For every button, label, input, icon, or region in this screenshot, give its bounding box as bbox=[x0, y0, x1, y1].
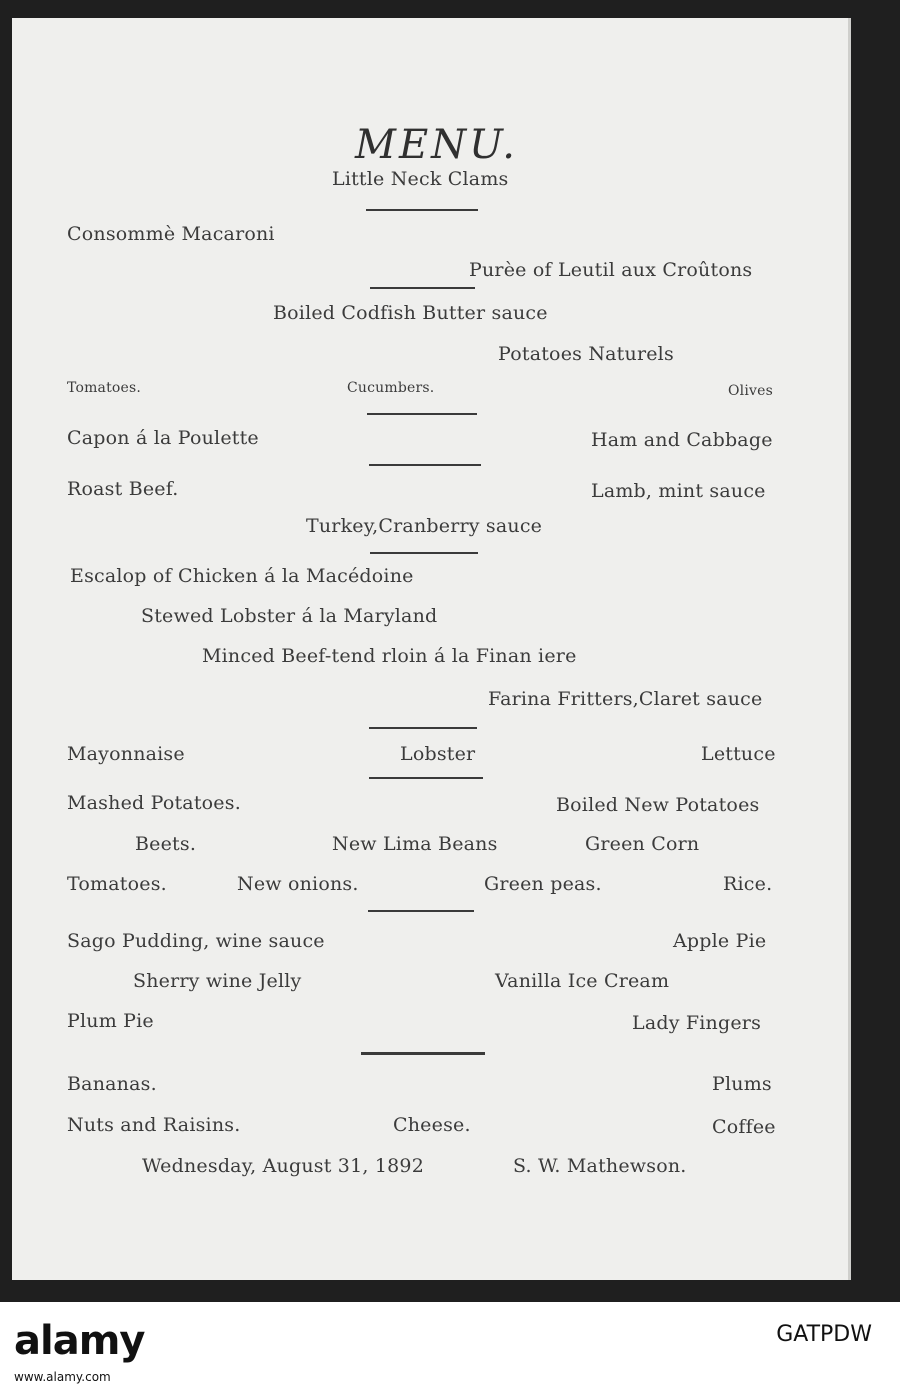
menu-item-mayonnaise: Mayonnaise bbox=[67, 743, 185, 765]
divider bbox=[370, 287, 475, 289]
menu-item-stewed-lobster: Stewed Lobster á la Maryland bbox=[141, 605, 438, 627]
menu-item-potatoes-naturels: Potatoes Naturels bbox=[498, 343, 674, 365]
alamy-logo: alamy bbox=[14, 1318, 145, 1364]
menu-item-tomatoes: Tomatoes. bbox=[67, 873, 167, 895]
menu-item-codfish: Boiled Codfish Butter sauce bbox=[273, 302, 548, 324]
divider bbox=[370, 552, 478, 554]
menu-item-olives: Olives bbox=[728, 383, 774, 399]
menu-item-boiled-new: Boiled New Potatoes bbox=[556, 794, 760, 816]
menu-item-sherry: Sherry wine Jelly bbox=[133, 970, 302, 992]
divider bbox=[368, 910, 474, 912]
menu-item-cucumbers: Cucumbers. bbox=[347, 380, 435, 396]
menu-title: MENU. bbox=[355, 122, 518, 168]
divider bbox=[361, 1052, 485, 1055]
alamy-url: www.alamy.com bbox=[14, 1370, 111, 1384]
divider bbox=[369, 727, 477, 729]
menu-item-coffee: Coffee bbox=[712, 1116, 776, 1138]
menu-item-farina: Farina Fritters,Claret sauce bbox=[488, 688, 763, 710]
menu-item-lobster: Lobster bbox=[400, 743, 476, 765]
divider bbox=[366, 209, 478, 211]
menu-item-peas: Green peas. bbox=[484, 873, 602, 895]
menu-item-corn: Green Corn bbox=[585, 833, 700, 855]
menu-item-turkey: Turkey,Cranberry sauce bbox=[306, 515, 543, 537]
menu-item-cheese: Cheese. bbox=[393, 1114, 471, 1136]
divider bbox=[367, 413, 477, 415]
menu-item-tomatoes-small: Tomatoes. bbox=[67, 380, 142, 396]
menu-item-nuts: Nuts and Raisins. bbox=[67, 1114, 241, 1136]
menu-item-lima: New Lima Beans bbox=[332, 833, 498, 855]
divider bbox=[369, 777, 483, 779]
menu-item-plum-pie: Plum Pie bbox=[67, 1010, 154, 1032]
menu-item-lady-fingers: Lady Fingers bbox=[632, 1012, 762, 1034]
image-id: GATPDW bbox=[776, 1322, 872, 1347]
menu-item-consomme: Consommè Macaroni bbox=[67, 223, 275, 245]
menu-item-capon: Capon á la Poulette bbox=[67, 427, 259, 449]
menu-item-apple-pie: Apple Pie bbox=[673, 930, 767, 952]
menu-item-roast-beef: Roast Beef. bbox=[67, 478, 179, 500]
menu-item-onions: New onions. bbox=[237, 873, 359, 895]
menu-item-rice: Rice. bbox=[723, 873, 773, 895]
menu-item-vanilla: Vanilla Ice Cream bbox=[495, 970, 670, 992]
menu-item-sago: Sago Pudding, wine sauce bbox=[67, 930, 325, 952]
menu-item-plums: Plums bbox=[712, 1073, 772, 1095]
menu-item-mashed: Mashed Potatoes. bbox=[67, 792, 241, 814]
menu-date: Wednesday, August 31, 1892 bbox=[142, 1155, 424, 1177]
divider bbox=[369, 464, 481, 466]
menu-item-minced-beef: Minced Beef-tend rloin á la Finan iere bbox=[202, 645, 577, 667]
menu-item-beets: Beets. bbox=[135, 833, 197, 855]
menu-proprietor: S. W. Mathewson. bbox=[513, 1155, 687, 1177]
menu-item-puree: Purèe of Leutil aux Croûtons bbox=[469, 259, 753, 281]
menu-item-lettuce: Lettuce bbox=[701, 743, 776, 765]
menu-item-escalop: Escalop of Chicken á la Macédoine bbox=[70, 565, 414, 587]
menu-item-clams: Little Neck Clams bbox=[332, 168, 509, 190]
menu-item-bananas: Bananas. bbox=[67, 1073, 157, 1095]
menu-item-lamb: Lamb, mint sauce bbox=[591, 480, 766, 502]
menu-item-ham: Ham and Cabbage bbox=[591, 429, 773, 451]
